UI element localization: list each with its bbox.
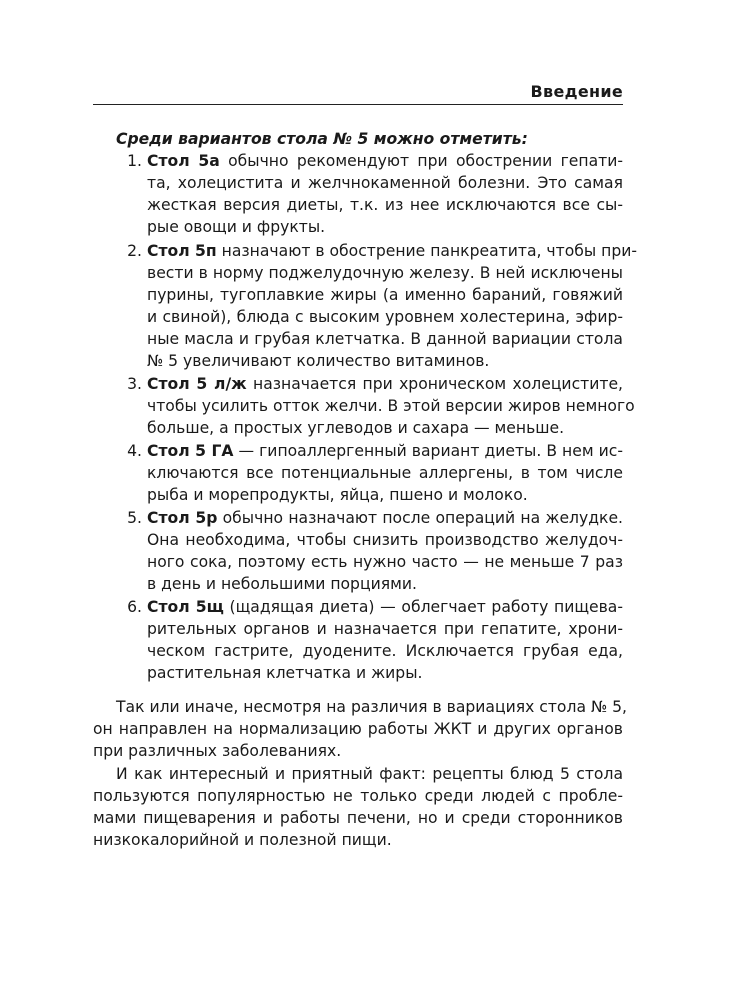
item-number: 1. bbox=[127, 152, 142, 170]
list-item-line: растительная клетчатка и жиры. bbox=[147, 664, 423, 682]
list-item-line bbox=[147, 373, 623, 395]
list-item-line bbox=[147, 440, 623, 462]
item-number: 2. bbox=[127, 242, 142, 260]
list-item-line: рыба и морепродукты, яйца, пшено и молоко. bbox=[147, 486, 528, 504]
paragraph-line: при различных заболеваниях. bbox=[93, 742, 342, 760]
list-item-line bbox=[147, 596, 623, 618]
list-item-line: ные масла и грубая клетчатка. В данной вариации стола bbox=[147, 330, 623, 348]
item-name: Стол 5щ bbox=[147, 598, 224, 616]
list-item-line bbox=[147, 150, 623, 172]
item-name: Стол 5п bbox=[147, 242, 217, 260]
item-text: обычно назначают после операций на желудке. bbox=[217, 509, 624, 527]
item-text: назначают в обострение панкреатита, чтобы при- bbox=[216, 242, 637, 260]
item-text: обычно рекомендуют при обострении гепати- bbox=[219, 152, 623, 170]
list-item-line: та, холецистита и желчнокаменной болезни. Это самая bbox=[147, 174, 623, 192]
list-item-line: и свиной), блюда с высоким уровнем холестерина, эфир- bbox=[147, 308, 623, 326]
item-name: Стол 5р bbox=[147, 509, 218, 527]
list-item-line: № 5 увеличивают количество витаминов. bbox=[147, 352, 490, 370]
list-item-line: вести в норму поджелудочную железу. В ней исключены bbox=[147, 264, 623, 282]
list-item-line: больше, а простых углеводов и сахара — меньше. bbox=[147, 419, 565, 437]
item-name: Стол 5 ГА bbox=[147, 442, 234, 460]
list-item-line: рительных органов и назначается при гепатите, хрони- bbox=[147, 620, 623, 638]
item-text: назначается при хроническом холецистите, bbox=[246, 375, 623, 393]
paragraph-line: И как интересный и приятный факт: рецепты блюд 5 стола bbox=[116, 765, 623, 783]
item-name: Стол 5 л/ж bbox=[147, 375, 247, 393]
list-item-line: ческом гастрите, дуодените. Исключается грубая еда, bbox=[147, 642, 623, 660]
list-item-line bbox=[147, 507, 623, 529]
paragraph-line: мами пищеварения и работы печени, но и среди сторонников bbox=[93, 809, 623, 827]
list-item-line: жесткая версия диеты, т.к. из нее исключаются все сы- bbox=[147, 196, 623, 214]
list-intro: Среди вариантов стола № 5 можно отметить: bbox=[116, 130, 528, 148]
item-number: 5. bbox=[127, 509, 142, 527]
item-text: (щадящая диета) — облегчает работу пищева- bbox=[223, 598, 623, 616]
list-item-line: Она необходима, чтобы снизить производство желудоч- bbox=[147, 531, 623, 549]
item-number: 6. bbox=[127, 598, 142, 616]
item-name: Стол 5а bbox=[147, 152, 220, 170]
paragraph-line: пользуются популярностью не только среди людей с пробле- bbox=[93, 787, 623, 805]
paragraph-line: низкокалорийной и полезной пищи. bbox=[93, 831, 392, 849]
paragraph-line: Так или иначе, несмотря на различия в вариациях стола № 5, bbox=[116, 698, 628, 716]
item-number: 3. bbox=[127, 375, 142, 393]
list-item-line bbox=[147, 240, 637, 262]
list-item-line: пурины, тугоплавкие жиры (а именно бараний, говяжий bbox=[147, 286, 623, 304]
list-item-line: рые овощи и фрукты. bbox=[147, 218, 326, 236]
item-text: — гипоаллергенный вариант диеты. В нем ис- bbox=[233, 442, 623, 460]
list-item-line: в день и небольшими порциями. bbox=[147, 575, 417, 593]
running-head: Введение bbox=[530, 82, 623, 101]
item-number: 4. bbox=[127, 442, 142, 460]
list-item-line: ключаются все потенциальные аллергены, в том числе bbox=[147, 464, 623, 482]
list-item-line: чтобы усилить отток желчи. В этой версии жиров немного bbox=[147, 397, 635, 415]
list-item-line: ного сока, поэтому есть нужно часто — не меньше 7 раз bbox=[147, 553, 623, 571]
paragraph-line: он направлен на нормализацию работы ЖКТ и других органов bbox=[93, 720, 623, 738]
